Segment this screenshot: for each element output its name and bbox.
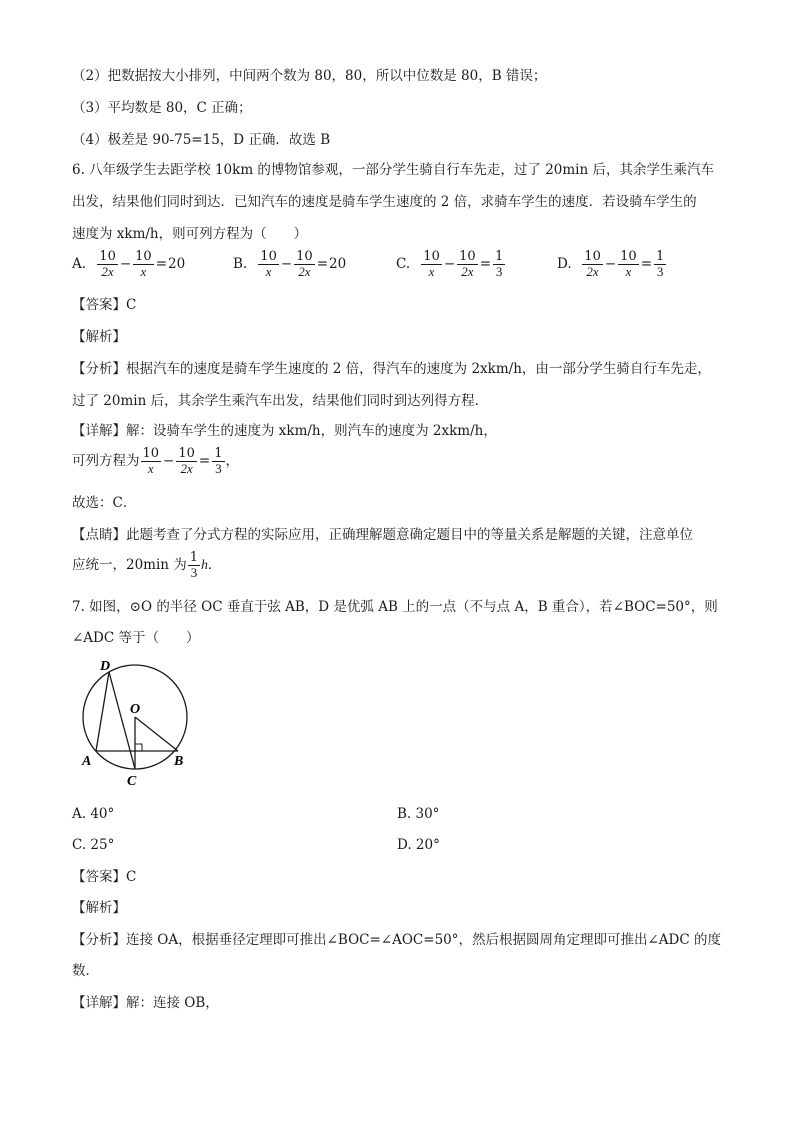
label-c: C	[127, 774, 137, 789]
q5-line-4: （4）极差是 90-75=15，D 正确．故选 B	[72, 132, 331, 148]
q7-option-b: B. 30°	[397, 806, 440, 822]
q5-line-3: （3）平均数是 80，C 正确；	[72, 100, 252, 116]
label-b: B	[174, 754, 184, 769]
right-angle-mark	[135, 744, 142, 751]
segment-dc	[109, 672, 135, 769]
q7-detail-line-1: 【详解】解：连接 OB，	[72, 995, 219, 1011]
q7-analysis-heading: 【解析】	[72, 900, 126, 916]
segment-ob	[135, 717, 178, 751]
q7-answer: 【答案】C	[72, 869, 137, 885]
q7-option-c: C. 25°	[72, 837, 115, 853]
q6-dianjing-line-1: 【点睛】此题考查了分式方程的实际应用，正确理解题意确定题目中的等量关系是解题的关键，注意单位	[72, 527, 693, 543]
q7-stem-line-1: 7. 如图，⊙O 的半径 OC 垂直于弦 AB，D 是优弧 AB 上的一点（不与点 A，B 重合），若∠BOC=50°，则	[72, 599, 718, 615]
q6-option-a: A. $\frac{10}{2x}$ − $\frac{10}{x}$ =20	[72, 249, 186, 279]
segment-da	[96, 672, 109, 751]
q6-detail-line-1: 【详解】解：设骑车学生的速度为 xkm/h，则汽车的速度为 2xkm/h，	[72, 423, 497, 439]
q6-analysis-heading: 【解析】	[72, 329, 126, 345]
q7-option-d: D. 20°	[397, 837, 440, 853]
circle-geometry-figure	[76, 655, 196, 790]
q7-fenxi-line-2: 数．	[72, 963, 99, 979]
q6-equation: 可列方程为 $\frac{10}{x}$ − $\frac{10}{2x}$ = $\frac{1}{3}$ ，	[72, 446, 239, 476]
q6-fenxi-line-2: 过了 20min 后，其余学生乘汽车出发，结果他们同时到达列得方程．	[72, 393, 489, 409]
q6-dianjing-line-2: 应统一，20min 为 $\frac{1}{3}$ h．	[72, 550, 222, 580]
q6-option-c: C. $\frac{10}{x}$ − $\frac{10}{2x}$ = $\frac{1}{3}$	[396, 249, 504, 279]
q6-choose: 故选：C．	[72, 495, 137, 511]
q7-fenxi-line-1: 【分析】连接 OA，根据垂径定理即可推出∠BOC=∠AOC=50°，然后根据圆周角定理即可推出∠ADC 的度	[72, 932, 722, 948]
q6-stem-line-1: 6. 八年级学生去距学校 10km 的博物馆参观，一部分学生骑自行车先走，过了 20min 后，其余学生乘汽车	[72, 162, 714, 178]
q6-answer: 【答案】C	[72, 297, 137, 313]
label-o: O	[130, 702, 141, 717]
label-d: D	[100, 659, 111, 674]
q6-option-b: B. $\frac{10}{x}$ − $\frac{10}{2x}$ =20	[233, 249, 347, 279]
q7-option-a: A. 40°	[72, 806, 115, 822]
label-a: A	[82, 754, 92, 769]
q7-stem-line-2: ∠ADC 等于（ ）	[72, 630, 200, 646]
q6-option-d: D. $\frac{10}{2x}$ − $\frac{10}{x}$ = $\frac{1}{3}$	[557, 249, 665, 279]
q6-fenxi-line-1: 【分析】根据汽车的速度是骑车学生速度的 2 倍，得汽车的速度为 2xkm/h，由一部分学生骑自行车先走，	[72, 361, 711, 377]
q6-stem-line-3: 速度为 xkm/h，则可列方程为（ ）	[72, 226, 308, 242]
q5-line-2: （2）把数据按大小排列，中间两个数为 80，80，所以中位数是 80，B 错误；	[72, 68, 547, 84]
q6-stem-line-2: 出发，结果他们同时到达．已知汽车的速度是骑车学生速度的 2 倍，求骑车学生的速度．若设骑车学生的	[72, 194, 697, 210]
